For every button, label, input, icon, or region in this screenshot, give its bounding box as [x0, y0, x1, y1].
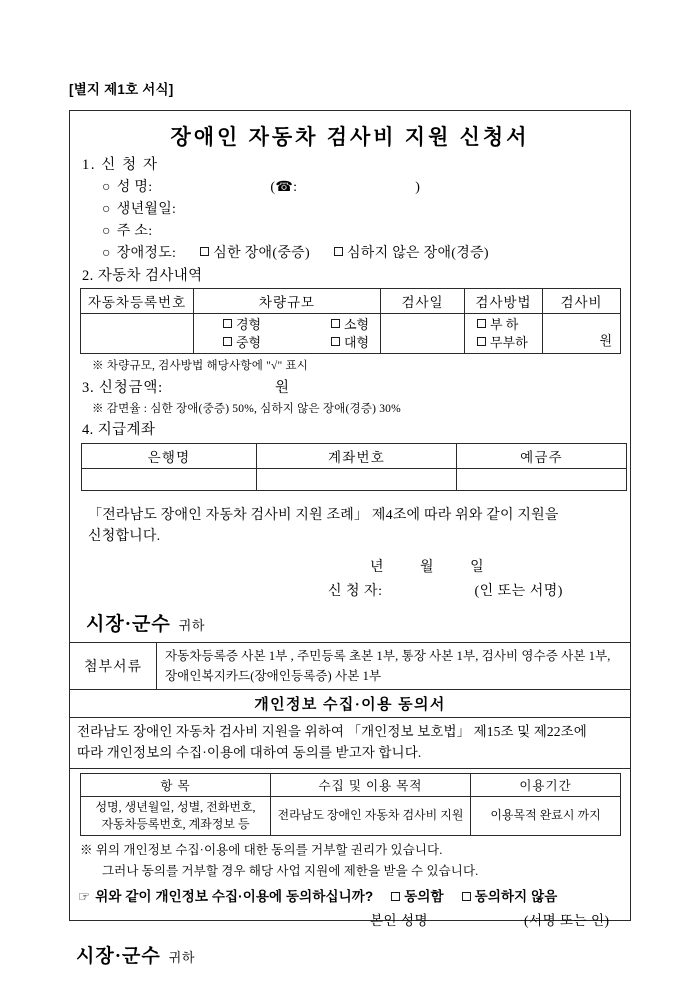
section1-heading: 1. 신 청 자 — [82, 157, 159, 173]
checkbox-scale-large[interactable] — [331, 337, 340, 346]
consent-intro-line-2: 따라 개인정보의 수집·이용에 대하여 동의를 받고자 합니다. — [77, 745, 422, 761]
table-row — [70, 643, 630, 690]
col-header-inspection-date: 검사일 — [381, 289, 465, 314]
fee-unit: 원 — [599, 333, 612, 349]
field-name-row — [102, 176, 620, 196]
cell-account-holder[interactable] — [457, 469, 627, 491]
attachments-table — [70, 642, 630, 769]
cell-privacy-purpose: 전라남도 장애인 자동차 검사비 지원 — [271, 796, 471, 835]
consent-question-row — [78, 885, 630, 905]
circle-bullet-icon: ○ — [102, 224, 111, 239]
page-title: 장애인 자동차 검사비 지원 신청서 — [170, 125, 530, 149]
consent-disagree-label: 동의하지 않음 — [474, 888, 558, 904]
checkbox-scale-light[interactable] — [223, 319, 232, 328]
checkbox-mild-disability[interactable] — [334, 247, 343, 256]
scale-small-label: 소형 — [344, 317, 370, 332]
section3-unit: 원 — [274, 380, 289, 397]
phone-label: (☎: — [270, 180, 298, 195]
applicant-signature-line — [80, 580, 620, 600]
phone-group — [270, 179, 420, 196]
table-row — [70, 718, 630, 769]
form-frame — [69, 110, 631, 967]
table-row — [81, 796, 621, 835]
circle-bullet-icon: ○ — [102, 202, 111, 217]
name-label: 성 명: — [116, 180, 153, 195]
checkbox-scale-small[interactable] — [331, 319, 340, 328]
scale-light-label: 경형 — [236, 317, 262, 332]
table-header-row — [82, 444, 627, 469]
phone-close-paren: ) — [415, 180, 421, 195]
applicant-label: 신 청 자: — [328, 584, 383, 600]
table-header-row — [81, 289, 621, 314]
mayor-suffix: 귀하 — [178, 618, 205, 634]
checkbox-scale-medium[interactable] — [223, 337, 232, 346]
attachments-body — [157, 643, 631, 690]
section2-note: ※ 차량규모, 검사방법 해당사항에 "√" 표시 — [92, 360, 309, 373]
account-table — [81, 443, 627, 491]
cell-privacy-period: 이용목적 완료시 까지 — [471, 796, 621, 835]
col-header-purpose: 수집 및 이용 목적 — [271, 773, 471, 796]
privacy-item-line-2: 자동차등록번호, 계좌정보 등 — [101, 816, 250, 831]
col-header-items: 항 목 — [81, 773, 271, 796]
col-header-vehicle-scale: 차량규모 — [194, 289, 381, 314]
cell-bank-name[interactable] — [82, 469, 257, 491]
field-address-row — [102, 220, 620, 240]
col-header-vehicle-reg-no: 자동차등록번호 — [81, 289, 194, 314]
field-birthdate-row — [102, 198, 620, 218]
pointing-hand-icon: ☞ — [78, 888, 91, 904]
consent-signer-line — [70, 909, 630, 929]
method-noload-label: 무부하 — [490, 334, 528, 350]
method-load-label: 부 하 — [490, 317, 519, 332]
consent-mayor-line — [76, 941, 630, 968]
mayor-title: 시장·군수 — [86, 614, 171, 636]
privacy-item-line-1: 성명, 생년월일, 성별, 전화번호, — [95, 799, 256, 814]
cell-account-number[interactable] — [257, 469, 457, 491]
mayor-address-line — [86, 609, 620, 636]
table-header-row — [81, 773, 621, 796]
disability-label: 장애정도: — [116, 246, 177, 261]
cell-inspection-fee[interactable] — [543, 314, 621, 354]
table-row — [70, 690, 630, 718]
severe-disability-label: 심한 장애(중증) — [213, 246, 310, 261]
checkbox-consent-disagree[interactable] — [462, 892, 471, 901]
table-row — [81, 314, 621, 354]
consent-signer-label: 본인 성명 — [370, 912, 429, 928]
cell-privacy-items — [81, 796, 271, 835]
address-label: 주 소: — [116, 224, 153, 239]
col-header-account-number: 계좌번호 — [257, 444, 457, 469]
consent-note-1: ※ 위의 개인정보 수집·이용에 대한 동의를 거부할 권리가 있습니다. — [80, 842, 443, 857]
consent-mayor-title: 시장·군수 — [76, 945, 161, 967]
col-header-inspection-method: 검사방법 — [465, 289, 543, 314]
privacy-items-table — [80, 773, 621, 836]
checkbox-consent-agree[interactable] — [391, 892, 400, 901]
consent-signer-seal: (서명 또는 인) — [524, 912, 610, 928]
form-label: [별지 제1호 서식] — [69, 82, 174, 97]
birthdate-label: 생년월일: — [116, 202, 177, 217]
year-label: 년 — [370, 560, 385, 576]
consent-note-2: 그러나 동의를 거부할 경우 해당 사업 지원에 제한을 받을 수 있습니다. — [102, 863, 479, 878]
checkbox-severe-disability[interactable] — [200, 247, 209, 256]
col-header-bank-name: 은행명 — [82, 444, 257, 469]
inspection-table — [80, 288, 621, 354]
month-label: 월 — [420, 560, 435, 576]
cell-vehicle-reg-no[interactable] — [81, 314, 194, 354]
col-header-account-holder: 예금주 — [457, 444, 627, 469]
consent-intro — [70, 718, 630, 769]
date-line — [80, 556, 620, 576]
circle-bullet-icon: ○ — [102, 180, 111, 195]
field-disability-row — [102, 242, 620, 262]
section4-heading: 4. 지급계좌 — [82, 422, 156, 439]
seal-note: (인 또는 서명) — [474, 584, 563, 600]
cell-vehicle-scale — [194, 314, 381, 354]
checkbox-method-load[interactable] — [477, 319, 486, 328]
col-header-inspection-fee: 검사비 — [543, 289, 621, 314]
attachment-line-2: 장애인복지카드(장애인등록증) 사본 1부 — [165, 669, 382, 684]
attachment-line-1: 자동차등록증 사본 1부 , 주민등록 초본 1부, 통장 사본 1부, 검사비 영수증 사본 1부, — [165, 649, 611, 664]
cell-inspection-method — [465, 314, 543, 354]
consent-agree-label: 동의함 — [404, 888, 444, 904]
section3-row — [82, 376, 620, 397]
attachments-section — [70, 642, 630, 769]
table-row — [82, 469, 627, 491]
scale-large-label: 대형 — [344, 334, 370, 350]
attachments-label: 첨부서류 — [70, 643, 157, 690]
checkbox-method-noload[interactable] — [477, 337, 486, 346]
statement-line-2: 신청합니다. — [88, 529, 161, 545]
section2-heading: 2. 자동차 검사내역 — [82, 268, 203, 284]
day-label: 일 — [470, 560, 485, 576]
consent-intro-line-1: 전라남도 장애인 자동차 검사비 지원을 위하여 「개인정보 보호법」 제15조 및 제22조에 — [77, 724, 587, 740]
col-header-period: 이용기간 — [471, 773, 621, 796]
scale-medium-label: 중형 — [236, 334, 262, 350]
section3-heading: 3. 신청금액: — [82, 380, 163, 397]
mild-disability-label: 심하지 않은 장애(경증) — [346, 246, 489, 261]
consent-section-title: 개인정보 수집·이용 동의서 — [70, 690, 630, 718]
application-statement — [88, 505, 612, 547]
section3-note: ※ 감면율 : 심한 장애(중증) 50%, 심하지 않은 장애(경증) 30% — [92, 403, 401, 416]
statement-line-1: 「전라남도 장애인 자동차 검사비 지원 조례」 제4조에 따라 위와 같이 지원을 — [88, 508, 559, 524]
circle-bullet-icon: ○ — [102, 246, 111, 261]
consent-question: 위와 같이 개인정보 수집·이용에 동의하십니까? — [95, 888, 374, 904]
consent-mayor-suffix: 귀하 — [168, 949, 195, 965]
